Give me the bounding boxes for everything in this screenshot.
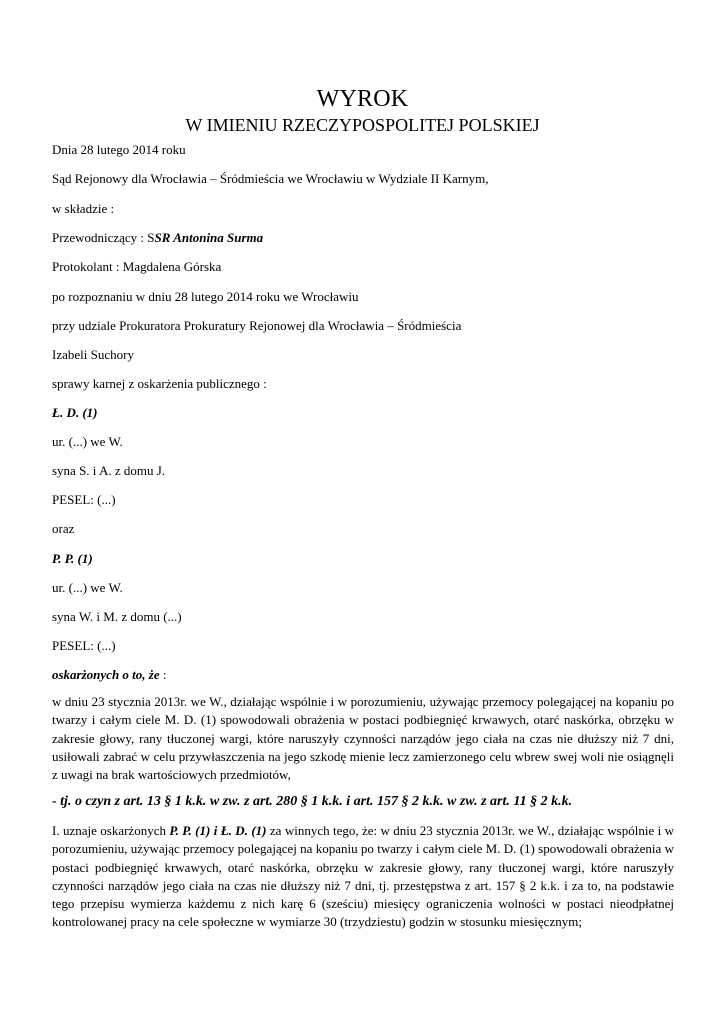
clerk: Protokolant : Magdalena Górska (52, 259, 222, 274)
case-type: sprawy karnej z oskarżenia publicznego : (52, 376, 267, 391)
defendant1-parents: syna S. i A. z domu J. (52, 463, 166, 478)
presiding-name: SR Antonina Surma (154, 230, 264, 245)
presiding-label: Przewodniczący : S (52, 230, 155, 245)
defendant2-name: P. P. (1) (52, 551, 93, 566)
document-title: WYROK (316, 86, 409, 112)
defendant2-pesel: PESEL: (...) (52, 638, 116, 653)
accusation-label-bold: oskarżonych o to, że (52, 667, 160, 682)
defendant2-parents: syna W. i M. z domu (...) (52, 609, 182, 624)
conjunction: oraz (52, 521, 75, 536)
court-name: Sąd Rejonowy dla Wrocławia – Śródmieścia we Wrocławiu w Wydziale II Karnym, (52, 171, 489, 186)
prosecutor-name: Izabeli Suchory (52, 347, 134, 362)
defendant2-born: ur. (...) we W. (52, 580, 123, 595)
accusation-label-rest: : (159, 667, 167, 682)
legal-qualification: - tj. o czyn z art. 13 § 1 k.k. w zw. z art. 280 § 1 k.k. i art. 157 § 2 k.k. w zw. z art. 11 § 2 k.k. (52, 794, 573, 809)
defendant1-born: ur. (...) we W. (52, 434, 123, 449)
composition-label: w składzie : (52, 201, 115, 216)
verdict-point-1-prefix: I. uznaje oskarżonych (52, 823, 170, 838)
verdict-date: Dnia 28 lutego 2014 roku (52, 142, 186, 157)
verdict-point-1-text: za winnych tego, że: w dniu 23 stycznia 2013r. we W., działając wspólnie i w porozumieniu, używając przemocy polegającej na kopaniu po twarzy i całym ciele M. D. (1) spowodowali obrażenia w postaci podbiegnięć krwawych, otarć naskórka, obrzęku w zakresie głowy, rany tłuczonej wargi, które naruszyły czynności narządów jego ciała na czas nie dłuższy niż 7 dni, tj. przestępstwa z art. 157 § 2 k.k. i za to, na podstawie tego przepisu wymierza każdemu z nich karę 6 (sześciu) miesięcy ograniczenia wolności w postaci nieodpłatnej kontrolowanej pracy na cele społeczne w wymiarze 30 (trzydziestu) godzin w stosunku miesięcznym; (52, 823, 674, 930)
presiding-judge (52, 229, 677, 247)
document-subtitle: W IMIENIU RZECZYPOSPOLITEJ POLSKIEJ (185, 115, 540, 135)
verdict-point-1-names: P. P. (1) i Ł. D. (1) (169, 823, 267, 838)
verdict-point-1 (52, 822, 674, 932)
accusation-label (52, 666, 677, 684)
accusation-text: w dniu 23 stycznia 2013r. we W., działając wspólnie i w porozumieniu, używając przemocy polegającej na kopaniu po twarzy i całym ciele M. D. (1) spowodowali obrażenia w postaci podbiegnięć krwawych, otarć naskórka, obrzęku w zakresie głowy, rany tłuczonej wargi, które naruszyły czynności narządów jego ciała na czas nie dłuższy niż 7 dni, usiłowali zabrać w celu przywłaszczenia na jego szkodę mienie lecz zamierzonego celu wbrew swej woli nie osiągnęli z uwagi na brak wartościowych przedmiotów, (52, 694, 674, 783)
prosecutor-office: przy udziale Prokuratora Prokuratury Rejonowej dla Wrocławia – Śródmieścia (52, 318, 462, 333)
defendant1-pesel: PESEL: (...) (52, 492, 116, 507)
defendant1-name: Ł. D. (1) (52, 405, 98, 420)
hearing-info: po rozpoznaniu w dniu 28 lutego 2014 roku we Wrocławiu (52, 289, 359, 304)
